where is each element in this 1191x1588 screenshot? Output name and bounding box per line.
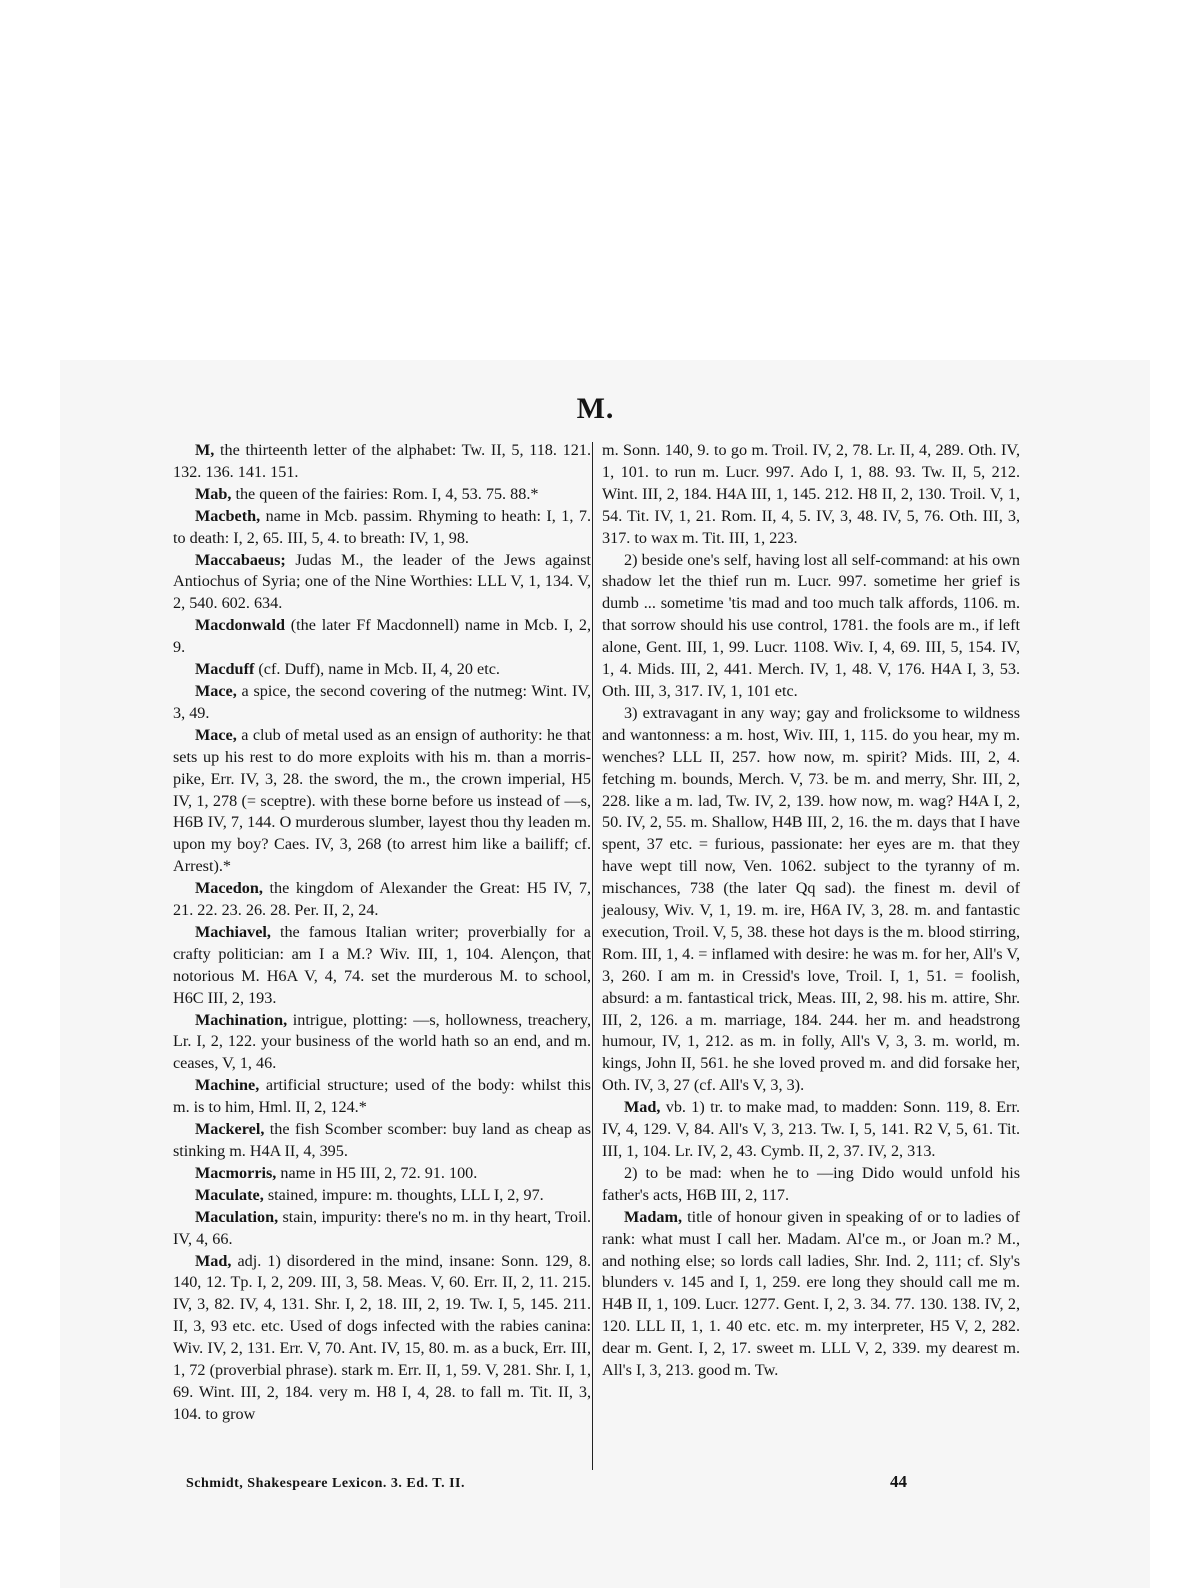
entry-headword: Macmorris, xyxy=(195,1163,277,1182)
entry-text: m. Sonn. 140, 9. to go m. Troil. IV, 2, 78. Lr. II, 4, 289. Oth. IV, 1, 101. to run m. Lucr. 997. Ado I, 1, 88. 93. Tw. II, 5, 212. Wint. III, 2, 184. H4A III, 1, 145. 212. H8 II, 2, 130. Troil. V, 1, 54. Tit. IV, 1, 21. Rom. II, 4, 5. IV, 3, 48. IV, 5, 76. Oth. III, 3, 317. to wax m. Tit. III, 1, 223. xyxy=(602,441,1020,547)
dictionary-entry xyxy=(173,1075,591,1119)
entry-text: the queen of the fairies: Rom. I, 4, 53. 75. 88.* xyxy=(231,484,539,503)
dictionary-entry xyxy=(602,1207,1020,1382)
section-letter-heading: M. xyxy=(576,392,615,425)
entry-headword: Macedon, xyxy=(195,879,263,898)
entry-headword: Maccabaeus; xyxy=(195,550,286,569)
dictionary-entry xyxy=(602,1097,1020,1163)
page-number: 44 xyxy=(890,1472,907,1491)
dictionary-entry xyxy=(173,1119,591,1163)
entry-headword: Mab, xyxy=(195,484,232,503)
entry-headword: Mace, xyxy=(195,681,237,700)
entry-text: a club of metal used as an ensign of authority: he that sets up his rest to do more exploits with his m. than a morris-pike, Err. IV, 3, 28. the sword, the m., the crown imperial, H5 IV, 1, 278 (= sceptre). with these borne before us instead of —s, H6B IV, 7, 144. O murderous slumber, layest thou thy leaden m. upon my boy? Caes. IV, 3, 268 (to arrest him like a bailiff; cf. Arrest).* xyxy=(173,725,591,876)
entry-text: vb. 1) tr. to make mad, to madden: Sonn. 119, 8. Err. IV, 4, 129. V, 84. All's V, 3, 213. Tw. I, 5, 141. R2 V, 5, 61. Tit. III, 1, 104. Lr. IV, 2, 43. Cymb. II, 2, 37. IV, 2, 313. xyxy=(602,1098,1020,1160)
entry-text: 2) to be mad: when he to —ing Dido would unfold his father's acts, H6B III, 2, 117. xyxy=(602,1163,1020,1204)
entry-headword: Macduff xyxy=(195,660,255,679)
right-column xyxy=(602,440,1020,1382)
entry-headword: Machiavel, xyxy=(195,922,271,941)
dictionary-entry xyxy=(173,1251,591,1426)
entry-text: 3) extravagant in any way; gay and frolicksome to wildness and wantonness: a m. host, Wiv. III, 1, 115. do you hear, my m. wenches? LLL II, 257. how now, m. spirit? Mids. III, 2, 4. fetching m. bounds, Merch. V, 73. be m. and merry, Shr. III, 2, 228. like a m. lad, Tw. IV, 2, 139. how now, m. wag? H4A I, 2, 50. IV, 2, 55. m. Shallow, H4B III, 2, 16. the m. days that I have spent, 37 etc. = furious, passionate: her eyes are m. that they have wept till now, Ven. 1062. subject to the tyranny of m. mischances, 738 (the later Qq sad). the finest m. devil of jealousy, Wiv. V, 1, 19. m. ire, H6A IV, 3, 28. m. and fantastic execution, Troil. V, 5, 38. these hot days is the m. blood stirring, Rom. III, 1, 4. = inflamed with desire: he was m. for her, All's V, 3, 260. I am m. in Cressid's love, Troil. I, 1, 51. = foolish, absurd: a m. fantastical trick, Meas. III, 2, 98. his m. attire, Shr. III, 2, 126. a m. marriage, 184. 244. her m. and headstrong humour, IV, 1, 212. as m. in folly, All's V, 3, 3. m. world, m. kings, John II, 561. he she loved proved m. and did forsake her, Oth. IV, 3, 27 (cf. All's V, 3, 3). xyxy=(602,703,1020,1095)
entry-headword: Maculate, xyxy=(195,1185,264,1204)
dictionary-entry xyxy=(173,681,591,725)
entry-text: adj. 1) disordered in the mind, insane: Sonn. 129, 8. 140, 12. Tp. I, 2, 209. III, 3, 58. Meas. V, 60. Err. II, 2, 11. 215. IV, 3, 82. IV, 4, 131. Shr. I, 2, 18. III, 2, 19. Tw. I, 5, 145. 211. II, 3, 93 etc. etc. Used of dogs infected with the rabies canina: Wiv. IV, 2, 131. Err. V, 70. Ant. IV, 15, 80. m. as a buck, Err. III, 1, 72 (proverbial phrase). stark m. Err. II, 1, 59. V, 281. Shr. I, 1, 69. Wint. III, 2, 184. very m. H8 I, 4, 28. to fall m. Tit. II, 3, 104. to grow xyxy=(173,1251,591,1423)
entry-text: a spice, the second covering of the nutmeg: Wint. IV, 3, 49. xyxy=(173,681,591,722)
dictionary-entry xyxy=(173,1163,591,1185)
entry-text: 2) beside one's self, having lost all self-command: at his own shadow let the thief run m. Lucr. 997. sometime her grief is dumb ... sometime 'tis mad and too much talk affords, 1106. m. that sorrow should his use control, 1781. the fools are m., if left alone, Gent. III, 1, 99. Lucr. 1108. Wiv. I, 4, 69. III, 5, 154. IV, 1, 4. Mids. III, 2, 441. Merch. IV, 1, 48. V, 176. H4A I, 3, 53. Oth. III, 3, 317. IV, 1, 101 etc. xyxy=(602,550,1020,700)
entry-text: artificial structure; used of the body: whilst this m. is to him, Hml. II, 2, 124.* xyxy=(173,1076,591,1117)
dictionary-entry xyxy=(173,440,591,484)
entry-headword: Machine, xyxy=(195,1076,260,1095)
dictionary-entry xyxy=(173,1010,591,1076)
entry-text: title of honour given in speaking of or to ladies of rank: what must I call her. Madam. Al'ce m., or Joan m.? M., and nothing else; so lords call ladies, Shr. Ind. 2, 111; cf. Sly's blunders v. 145 and I, 1, 259. ere long they should call me m. H4B II, 1, 109. Lucr. 1277. Gent. I, 2, 3. 34. 77. 130. 138. IV, 2, 120. LLL II, 1, 1. 40 etc. etc. m. my interpreter, H5 V, 2, 282. dear m. Gent. I, 2, 17. sweet m. LLL V, 2, 339. my dearest m. All's I, 3, 213. good m. Tw. xyxy=(602,1207,1020,1380)
entry-text: the famous Italian writer; proverbially for a crafty politician: am I a M.? Wiv. III, 1, 104. Alençon, that notorious M. H6A V, 4, 74. set the murderous M. to school, H6C III, 2, 193. xyxy=(173,922,591,1007)
dictionary-entry xyxy=(602,703,1020,1097)
dictionary-entry xyxy=(173,1185,591,1207)
dictionary-entry xyxy=(173,615,591,659)
dictionary-entry xyxy=(602,1163,1020,1207)
entry-text: Judas M., the leader of the Jews against Antiochus of Syria; one of the Nine Worthies: LLL V, 1, 134. V, 2, 540. 602. 634. xyxy=(173,550,591,613)
dictionary-entry xyxy=(602,440,1020,550)
entry-headword: Mad, xyxy=(624,1098,661,1117)
entry-headword: Machination, xyxy=(195,1010,288,1029)
dictionary-entry xyxy=(173,506,591,550)
dictionary-entry xyxy=(173,922,591,1010)
entry-text: (cf. Duff), name in Mcb. II, 4, 20 etc. xyxy=(254,660,500,679)
left-column xyxy=(173,440,591,1426)
dictionary-entry xyxy=(173,1207,591,1251)
dictionary-entry xyxy=(173,659,591,681)
dictionary-entry xyxy=(173,878,591,922)
entry-text: name in H5 III, 2, 72. 91. 100. xyxy=(276,1163,478,1182)
footer-source: Schmidt, Shakespeare Lexicon. 3. Ed. T. II. xyxy=(186,1476,465,1491)
dictionary-entry xyxy=(173,550,591,616)
column-divider xyxy=(592,442,593,1470)
entry-headword: Macdonwald xyxy=(195,616,285,635)
entry-text: the thirteenth letter of the alphabet: Tw. II, 5, 118. 121. 132. 136. 141. 151. xyxy=(173,441,591,481)
dictionary-entry xyxy=(173,725,591,878)
entry-headword: M, xyxy=(195,441,215,459)
dictionary-entry xyxy=(602,550,1020,703)
entry-headword: Mackerel, xyxy=(195,1120,265,1139)
entry-text: name in Mcb. passim. Rhyming to heath: I, 1, 7. to death: I, 2, 65. III, 5, 4. to breath: IV, 1, 98. xyxy=(173,506,591,547)
entry-text: the fish Scomber scomber: buy land as cheap as stinking m. H4A II, 4, 395. xyxy=(173,1120,591,1160)
entry-text: stain, impurity: there's no m. in thy heart, Troil. IV, 4, 66. xyxy=(173,1207,591,1248)
dictionary-entry xyxy=(173,484,591,506)
entry-text: intrigue, plotting: —s, hollowness, treachery, Lr. I, 2, 122. your business of the world hath so an end, and m. ceases, V, 1, 46. xyxy=(173,1010,591,1073)
entry-text: the kingdom of Alexander the Great: H5 IV, 7, 21. 22. 23. 26. 28. Per. II, 2, 24. xyxy=(173,879,591,920)
entry-headword: Maculation, xyxy=(195,1207,279,1226)
entry-headword: Macbeth, xyxy=(195,506,261,525)
entry-headword: Madam, xyxy=(624,1207,682,1226)
entry-text: (the later Ff Macdonnell) name in Mcb. I, 2, 9. xyxy=(173,616,591,657)
entry-headword: Mad, xyxy=(195,1251,232,1270)
entry-headword: Mace, xyxy=(195,725,237,744)
entry-text: stained, impure: m. thoughts, LLL I, 2, 97. xyxy=(263,1185,544,1204)
